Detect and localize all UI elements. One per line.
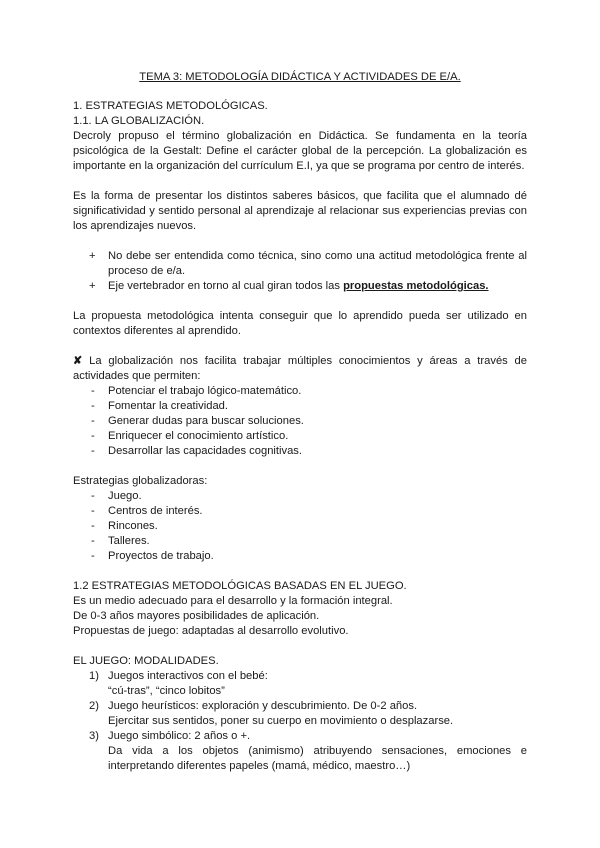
cross-mark-icon: ✘ bbox=[73, 355, 83, 367]
modalidades-list bbox=[73, 669, 527, 774]
bold-underlined-term: propuestas metodológicas. bbox=[343, 280, 489, 292]
list-item: + Eje vertebrador en torno al cual giran todos las propuestas metodológicas. bbox=[89, 280, 489, 292]
plus-bullet-icon: + bbox=[89, 250, 96, 262]
estrategias-list bbox=[73, 489, 527, 564]
list-item: - Talleres. bbox=[91, 535, 150, 547]
list-item: - Juego. bbox=[91, 490, 142, 502]
paragraph-decroly: Decroly propuso el término globalización en Didáctica. Se fundamenta en la teoría psicológica de la Gestalt: Define el carácter global de la percepción. La globalización es importante en la organización del currículum E.I, ya que se programa por centro de interés. bbox=[73, 130, 527, 172]
list-item: - Rincones. bbox=[91, 520, 158, 532]
section-1-heading: 1. ESTRATEGIAS METODOLÓGICAS. bbox=[73, 100, 268, 112]
section-1-1-heading: 1.1. LA GLOBALIZACIÓN. bbox=[73, 115, 205, 127]
list-item: + No debe ser entendida como técnica, sino como una actitud metodológica frente al proceso de e/a. bbox=[89, 250, 527, 277]
juego-line: De 0-3 años mayores posibilidades de aplicación. bbox=[73, 610, 320, 622]
list-item: 1) Juegos interactivos con el bebé: “cú-tras”, “cinco lobitos” bbox=[89, 670, 268, 697]
list-item: - Generar dudas para buscar soluciones. bbox=[91, 415, 304, 427]
list-item: - Fomentar la creatividad. bbox=[91, 400, 229, 412]
list-item: 3) Juego simbólico: 2 años o +. Da vida a los objetos (animismo) atribuyendo sensaciones, emociones e interpretando diferentes papeles (mamá, médico, maestro…) bbox=[89, 730, 527, 772]
list-item: 2) Juego heurísticos: exploración y descubrimiento. De 0-2 años. Ejercitar sus sentidos, poner su cuerpo en movimiento o desplazarse. bbox=[89, 700, 454, 727]
paragraph-saberes: Es la forma de presentar los distintos saberes básicos, que facilita que el alumnado dé significatividad y sentido personal al aprendizaje al relacionar sus experiencias previas con los aprendizajes nuevos. bbox=[73, 190, 527, 232]
juego-line: Es un medio adecuado para el desarrollo y la formación integral. bbox=[73, 595, 393, 607]
plus-list bbox=[73, 249, 527, 294]
estrategias-label: Estrategias globalizadoras: bbox=[73, 475, 208, 487]
juego-line: Propuestas de juego: adaptadas al desarrollo evolutivo. bbox=[73, 625, 349, 637]
list-item: - Desarrollar las capacidades cognitivas. bbox=[91, 445, 303, 457]
section-1-2-heading: 1.2 ESTRATEGIAS METODOLÓGICAS BASADAS EN EL JUEGO. bbox=[73, 580, 407, 592]
list-item: - Enriquecer el conocimiento artístico. bbox=[91, 430, 289, 442]
capacidades-list bbox=[73, 384, 527, 459]
list-item: - Centros de interés. bbox=[91, 505, 203, 517]
plus-bullet-icon: + bbox=[89, 280, 96, 292]
list-item: - Proyectos de trabajo. bbox=[91, 550, 214, 562]
paragraph-globalizacion: ✘ La globalización nos facilita trabajar múltiples conocimientos y áreas a través de actividades que permiten: bbox=[73, 355, 527, 382]
document-title: TEMA 3: METODOLOGÍA DIDÁCTICA Y ACTIVIDADES DE E/A. bbox=[139, 71, 461, 83]
list-item: - Potenciar el trabajo lógico-matemático. bbox=[91, 385, 302, 397]
juego-modalidades-heading: EL JUEGO: MODALIDADES. bbox=[73, 655, 219, 667]
paragraph-propuesta: La propuesta metodológica intenta conseguir que lo aprendido pueda ser utilizado en contextos diferentes al aprendido. bbox=[73, 310, 527, 337]
document-page bbox=[73, 70, 527, 774]
